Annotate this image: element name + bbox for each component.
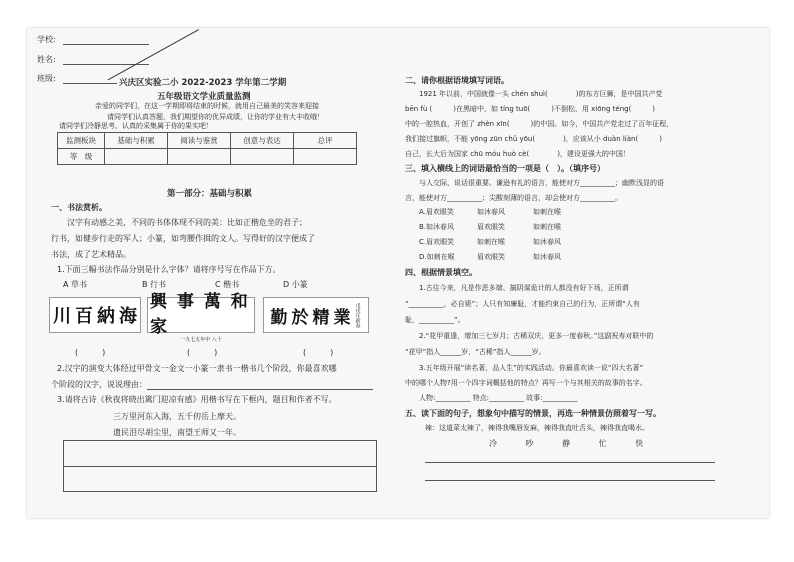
calligraphy-char: 業 — [333, 307, 351, 328]
calligraphy-char: 萬 — [203, 292, 221, 312]
grade-cell[interactable] — [168, 149, 231, 165]
section5-writing-line-2[interactable] — [425, 480, 715, 481]
section1-title: 一、书法赏析。 — [51, 203, 107, 212]
question2-line1: 2.汉字的演变大体经过甲骨文一金文一小篆一隶书一楷书几个阶段，你最喜欢哪 — [57, 364, 337, 373]
question2-line2: 个阶段的汉字，说说理由： — [51, 380, 147, 389]
section4-line6: 3.五年级开展“读名著，品人生”的实践活动。你最喜欢读一说“四大名著” — [419, 364, 644, 372]
score-cell: 阅读与鉴赏 — [168, 133, 231, 149]
section4-line1: 1.古往今来，凡是作恶多端、搞阴谋诡计的人都没有好下场，正所谓 — [419, 284, 629, 292]
word-option[interactable]: 忙 — [598, 439, 607, 448]
greeting-line2: 请同学们认真答题，我们期望你的优异成绩，让你的学业有大丰收哦！ — [107, 113, 324, 121]
calligraphy-char: 勤 — [270, 307, 288, 328]
section5-title: 五、读下面的句子，想象句中描写的情景，再选一种情景仿照着写一写。 — [405, 409, 661, 418]
section5-writing-line-1[interactable] — [425, 462, 715, 463]
calligraphy-char: 興 — [150, 292, 167, 312]
score-cell: 等 级 — [58, 149, 105, 165]
calligraphy-char: 精 — [312, 307, 330, 328]
option-a: A 草书 — [63, 280, 88, 289]
option-row-a[interactable]: A.眉欢眼笑 如沐春风 如刺在喉 — [419, 208, 561, 216]
section2-line3: 中的一腔热血，开创了 zhèn xīn( )的中国。如今，中国共产党走过了百年征程， — [405, 120, 674, 128]
section5-word-options — [489, 439, 643, 449]
section4-line3: 耻，__________”。 — [405, 316, 465, 324]
exam-title-line1: 兴庆区实验二小 2022-2023 学年第二学期 — [119, 78, 287, 88]
calligraphy-work-1 — [49, 297, 141, 333]
calligraphy-char: 事 — [176, 292, 194, 312]
score-cell: 创意与表达 — [231, 133, 294, 149]
question1: 1.下面三幅书法作品分别是什么字体？请将序号写在作品下方。 — [57, 265, 281, 274]
poem-line1: 三万里河东入海，五千仞岳上摩天。 — [113, 412, 241, 421]
option-c: C 楷书 — [215, 280, 240, 289]
section4-line2: “__________，必自毙”；人只有知廉耻，才能约束自己的行为，正所谓“人有 — [405, 300, 640, 308]
section5-example: 辣：这道菜太辣了，辣得我嘴唇发麻，辣得我直吐舌头，辣得我直喝水。 — [425, 424, 649, 432]
section4-line7: 中的哪个人物?用一个四字词概括他的特点？再写一个与其相关的故事的名字。 — [405, 379, 647, 387]
calligraphy-char: 和 — [230, 292, 248, 312]
section4-line4: 2.“花甲重逢，增加三七岁月；古稀双庆，更多一度春秋。”这副祝寿对联中的 — [419, 332, 654, 340]
option-row-b[interactable]: B.如沐春风 眉欢眼笑 如刺在喉 — [419, 223, 561, 231]
calligraphy-inscription: 一九七五年中 八十 — [180, 337, 222, 343]
word-option[interactable]: 冷 — [489, 439, 497, 448]
calligraphy-char: 百 — [75, 306, 93, 327]
question3: 3.请将古诗《秋夜将晓出篱门迎凉有感》用楷书写在下框内，题目和作者不写。 — [57, 395, 337, 404]
calligraphy-work-3 — [263, 297, 369, 333]
score-cell: 总评 — [294, 133, 357, 149]
section1-para1: 汉字有动感之美，不同的书体体现不同的美：比如正楷危坐的君子； — [67, 218, 307, 227]
calligraphy-inscription: 戊戌年新春 — [354, 302, 361, 328]
score-table — [57, 132, 357, 165]
greeting-line3: 请同学们冷静思考、认真的采集属于你的果实吧！ — [59, 122, 213, 130]
section2-line2: bēn fù ( )在黑暗中，如 tíng tuō( )不倒松，用 xiōng téng( ) — [405, 105, 656, 113]
section1-para2: 行书，如健步行走的军人；小篆，如弯腰作揖的文人。写得好的汉字便成了 — [51, 234, 315, 243]
score-table-grade-row — [58, 149, 357, 165]
option-row-d[interactable]: D.如刺在喉 眉欢眼笑 如沐春风 — [419, 253, 561, 261]
word-option[interactable]: 快 — [635, 439, 644, 448]
score-table-header-row — [58, 133, 357, 149]
answer-paren-3[interactable]: ( ) — [303, 348, 334, 357]
poem-line2: 遗民泪尽胡尘里，南望王师又一年。 — [113, 428, 241, 437]
word-option[interactable]: 吵 — [525, 439, 534, 448]
score-cell: 监测板块 — [58, 133, 105, 149]
calligraphy-char: 於 — [291, 307, 309, 328]
answer-paren-1[interactable]: ( ) — [75, 348, 106, 357]
section3-title: 三、填入横线上的词语最恰当的一项是（ ）。（填序号） — [405, 164, 605, 173]
word-option[interactable]: 静 — [562, 439, 571, 448]
greeting-line1: 亲爱的同学们，在这一学期即将结束的时候，就用自己最美的笑容来迎接 — [95, 102, 319, 110]
exam-title-line2: 五年级语文学业质量监测 — [157, 92, 251, 102]
fold-line — [108, 29, 199, 80]
exam-paper — [27, 28, 769, 518]
option-d: D 小篆 — [283, 280, 308, 289]
part1-title: 第一部分：基础与积累 — [167, 189, 253, 199]
section2-line1: 1921 年以前，中国就像一头 chén shuì( )的东方巨狮，是中国共产党 — [419, 90, 663, 98]
poem-writing-box[interactable] — [63, 440, 377, 492]
question2-answer-line[interactable] — [147, 389, 373, 390]
section4-title: 四、根据情景填空。 — [405, 268, 477, 277]
section2-line5: 自己，长大后为国家 chū móu huò cè( )，建设更强大的中国！ — [405, 150, 630, 158]
section2-line4: 我们接过旗帜，不能 yōng zūn chǔ yōu( )，应该从小 duàn liàn( ) — [405, 135, 662, 143]
calligraphy-char: 川 — [53, 306, 71, 327]
school-field[interactable] — [63, 44, 149, 45]
calligraphy-work-2 — [147, 292, 255, 343]
option-row-c[interactable]: C.眉欢眼笑 如刺在喉 如沐春风 — [419, 238, 561, 246]
calligraphy-char: 家 — [150, 317, 167, 337]
section3-line1: 与人交际，说话很重要。谦逊有礼的语言，能使对方__________；幽默浅显的语 — [419, 179, 664, 187]
score-cell: 基础与积累 — [105, 133, 168, 149]
calligraphy-char: 納 — [97, 306, 115, 327]
section4-line8: 人物:__________ 特点:__________ 故事:__________ — [419, 394, 578, 402]
grade-cell[interactable] — [105, 149, 168, 165]
school-label: 学校: — [37, 35, 56, 44]
section2-title: 二、请你根据语境填写词语。 — [405, 76, 509, 85]
grade-cell[interactable] — [294, 149, 357, 165]
answer-paren-2[interactable]: ( ) — [187, 348, 218, 357]
name-label: 姓名: — [37, 55, 56, 64]
grade-cell[interactable] — [231, 149, 294, 165]
option-b: B 行书 — [142, 280, 167, 289]
class-field[interactable] — [63, 83, 117, 84]
section1-para3: 书法，成了艺术精品。 — [51, 250, 131, 259]
section3-line2: 言，能使对方__________；尖酸刻薄的语言，却会使对方__________。 — [405, 194, 622, 202]
calligraphy-char: 海 — [119, 306, 137, 327]
section4-line5: “花甲”指人______岁，“古稀”指人______岁。 — [405, 348, 546, 356]
class-label: 班级: — [37, 74, 56, 83]
